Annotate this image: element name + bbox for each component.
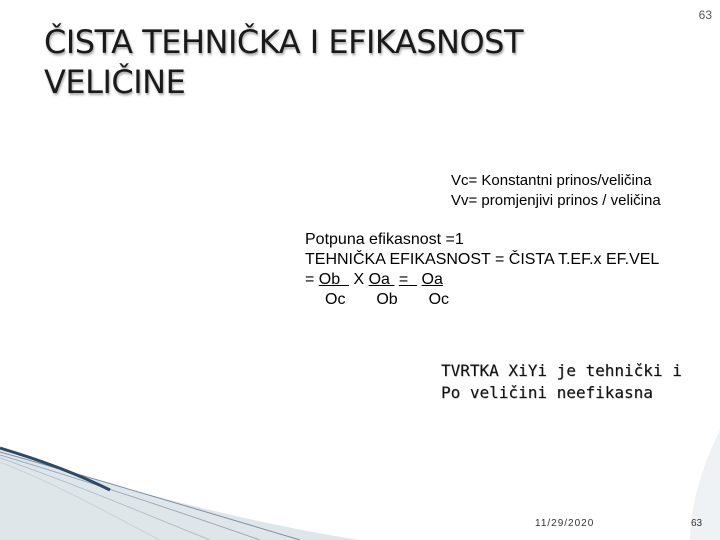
formula-numerator-2 bbox=[369, 271, 395, 288]
footer-slide-number: 63 bbox=[691, 518, 703, 529]
formula-numerator-row bbox=[305, 270, 659, 290]
formula-line-1: Potpuna efikasnost =1 bbox=[305, 231, 464, 248]
formula-eq: = bbox=[305, 271, 315, 288]
note-line-2: Po veličini neefikasna bbox=[441, 383, 653, 402]
formula-denominator-3: Oc bbox=[428, 291, 450, 308]
formula-denominator-1: Oc bbox=[325, 291, 346, 308]
note-block bbox=[441, 360, 682, 404]
formula-op: X bbox=[353, 271, 365, 288]
slide-number-top: 63 bbox=[698, 8, 712, 22]
formula-block bbox=[305, 230, 659, 310]
formula-numerator-1 bbox=[319, 271, 349, 288]
legend-line-vv: Vv= promjenjivi prinos / veličina bbox=[451, 192, 661, 209]
legend-block bbox=[451, 171, 661, 211]
formula-denominator-row bbox=[305, 290, 659, 310]
title-line-1: ČISTA TEHNIČKA I EFIKASNOST bbox=[44, 23, 524, 61]
formula-line-2: TEHNIČKA EFIKASNOST = ČISTA T.EF.x EF.VEL bbox=[305, 251, 660, 268]
num-2-text: Oa bbox=[368, 271, 390, 288]
title-line-2: VELIČINE bbox=[44, 63, 186, 101]
num-1-text: Ob bbox=[318, 271, 341, 288]
legend-line-vc: Vc= Konstantni prinos/veličina bbox=[451, 172, 652, 189]
slide-title bbox=[44, 22, 604, 102]
footer-date: 11/29/2020 bbox=[535, 518, 595, 529]
decorative-wave bbox=[0, 430, 720, 540]
formula-denominator-2: Ob bbox=[376, 291, 398, 308]
note-line-1: TVRTKA XiYi je tehnički i bbox=[441, 361, 682, 380]
formula-eq-2: = bbox=[398, 271, 409, 288]
formula-numerator-3: Oa bbox=[421, 271, 443, 288]
